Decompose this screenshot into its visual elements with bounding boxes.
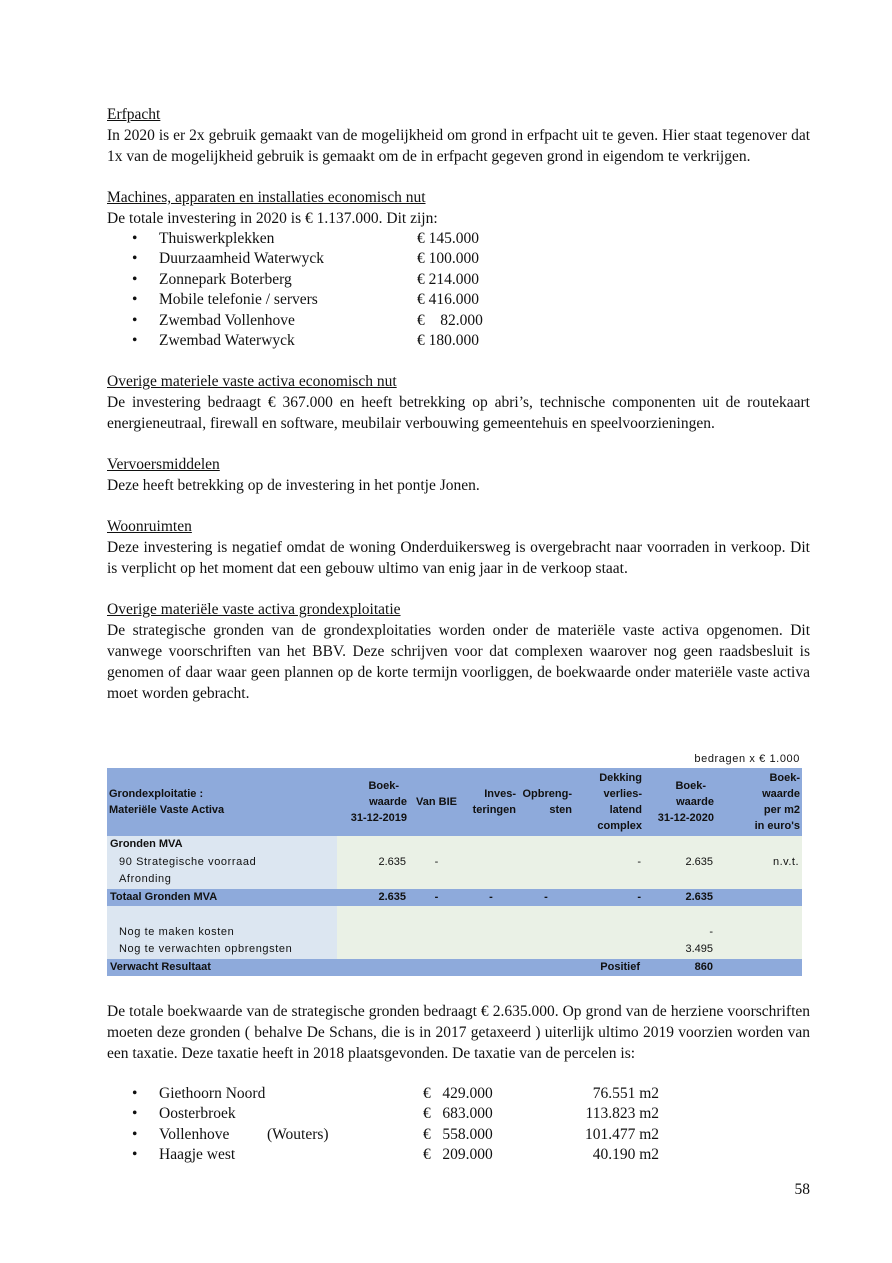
row-label: Nog te verwachten opbrengsten bbox=[107, 941, 337, 959]
row-label: Afronding bbox=[107, 871, 337, 889]
page-number: 58 bbox=[794, 1181, 810, 1198]
item-name: Vollenhove bbox=[159, 1125, 230, 1143]
item-amount: € 429.000 bbox=[423, 1085, 493, 1102]
bullet-icon: • bbox=[132, 1085, 138, 1102]
table-cell: - bbox=[409, 854, 464, 872]
table-cell: 3.495 bbox=[644, 941, 716, 959]
table-row bbox=[107, 889, 802, 907]
item-amount: € 82.000 bbox=[417, 311, 483, 329]
item-amount: € 209.000 bbox=[423, 1146, 493, 1164]
item-amount: € 558.000 bbox=[423, 1125, 493, 1143]
header-boek2020 bbox=[644, 768, 716, 836]
paragraph-overige-economisch: De investering bedraagt € 367.000 en heeft betrekking op abri’s, technische componenten uit de routekaart energieneutraal, firewall en software, meubilair verbouwing gemeentehuis en speelvoorzieningen. bbox=[107, 394, 810, 433]
header-text: 31-12-2019 bbox=[350, 812, 407, 824]
header-text: Opbreng- bbox=[522, 788, 572, 800]
table-cell bbox=[716, 941, 802, 959]
table-row bbox=[107, 959, 802, 977]
table-cell bbox=[464, 854, 518, 872]
header-text: complex bbox=[597, 820, 642, 832]
table-cell bbox=[518, 854, 574, 872]
header-text: 31-12-2020 bbox=[657, 812, 714, 824]
table-cell bbox=[716, 959, 802, 977]
list-item bbox=[107, 1104, 810, 1124]
item-amount: € 416.000 bbox=[417, 291, 479, 309]
item-name: Zwembad Vollenhove bbox=[159, 311, 295, 329]
table-cell: n.v.t. bbox=[716, 854, 802, 872]
list-item bbox=[107, 1084, 810, 1104]
table-cell: - bbox=[574, 854, 644, 872]
header-vanbie bbox=[409, 768, 464, 836]
row-label: Totaal Gronden MVA bbox=[107, 889, 337, 907]
header-text: per m2 bbox=[763, 804, 800, 816]
table-cell bbox=[107, 906, 337, 924]
header-boek2019 bbox=[337, 768, 409, 836]
item-area: 113.823 m2 bbox=[585, 1105, 659, 1123]
table-cell: - bbox=[644, 924, 716, 942]
investment-list bbox=[107, 229, 810, 351]
header-text: Inves- bbox=[484, 788, 516, 800]
list-item bbox=[107, 229, 810, 249]
bullet-icon: • bbox=[132, 1125, 138, 1143]
heading-woon: Woonruimten bbox=[107, 518, 192, 536]
item-name: Oosterbroek bbox=[159, 1105, 236, 1123]
table-cell bbox=[337, 836, 802, 854]
section-grondexpl bbox=[107, 599, 810, 704]
group-label: Gronden MVA bbox=[107, 836, 337, 854]
header-text: Boek- bbox=[769, 772, 800, 784]
list-item bbox=[107, 270, 810, 290]
table-cell: 2.635 bbox=[644, 854, 716, 872]
table-cell: - bbox=[574, 889, 644, 907]
table-cell bbox=[337, 906, 802, 924]
item-name: Giethoorn Noord bbox=[159, 1085, 266, 1102]
table-cell: - bbox=[409, 889, 464, 907]
header-label bbox=[107, 768, 337, 836]
header-invest bbox=[464, 768, 518, 836]
table-cell: - bbox=[518, 889, 574, 907]
mva-table bbox=[107, 768, 802, 976]
header-text: waarde bbox=[369, 796, 407, 808]
table-cell: 2.635 bbox=[644, 889, 716, 907]
table-cell bbox=[716, 924, 802, 942]
table-row bbox=[107, 871, 802, 889]
table-row bbox=[107, 836, 802, 854]
mva-table-block bbox=[107, 751, 802, 976]
header-opbreng bbox=[518, 768, 574, 836]
row-label: Nog te maken kosten bbox=[107, 924, 337, 942]
table-cell: 860 bbox=[644, 959, 716, 977]
header-text: Van BIE bbox=[416, 796, 457, 808]
row-label: Verwacht Resultaat bbox=[107, 959, 337, 977]
header-text: verlies- bbox=[603, 788, 642, 800]
item-area: 101.477 m2 bbox=[584, 1125, 659, 1143]
item-area: 40.190 m2 bbox=[592, 1146, 659, 1164]
header-text: Dekking bbox=[599, 772, 642, 784]
item-area: 76.551 m2 bbox=[592, 1085, 659, 1102]
paragraph-woon: Deze investering is negatief omdat de woning Onderduikersweg is overgebracht naar voorraden in verkoop. Dit is verplicht op het moment dat een gebouw ultimo van enig jaar in de verkoop staat. bbox=[107, 539, 810, 578]
table-row bbox=[107, 906, 802, 924]
table-cell bbox=[716, 889, 802, 907]
bullet-icon: • bbox=[132, 1105, 138, 1123]
bullet-icon: • bbox=[132, 331, 138, 349]
paragraph-vervoer: Deze heeft betrekking op de investering in het pontje Jonen. bbox=[107, 477, 480, 495]
taxatie-section bbox=[107, 1001, 810, 1166]
table-cell bbox=[337, 871, 802, 889]
paragraph-erfpacht: In 2020 is er 2x gebruik gemaakt van de mogelijkheid om grond in erfpacht uit te geven. Hier staat tegenover dat 1x van de mogelijkheid gebruik is gemaakt om de in erfpacht gegeven grond in eigendom te verkrijgen. bbox=[107, 127, 810, 165]
header-text: Boek- bbox=[368, 780, 399, 792]
item-name: Zwembad Waterwyck bbox=[159, 331, 295, 349]
table-cell bbox=[337, 924, 644, 942]
section-overige-economisch bbox=[107, 371, 810, 434]
header-text: in euro's bbox=[754, 820, 800, 832]
header-perm2 bbox=[716, 768, 802, 836]
header-dekking bbox=[574, 768, 644, 836]
table-row bbox=[107, 854, 802, 872]
body-text bbox=[107, 104, 810, 724]
header-text: sten bbox=[549, 804, 572, 816]
list-item bbox=[107, 1125, 810, 1145]
table-row bbox=[107, 924, 802, 942]
list-item bbox=[107, 1145, 810, 1165]
heading-erfpacht: Erfpacht bbox=[107, 106, 161, 123]
header-text: teringen bbox=[472, 804, 516, 816]
section-erfpacht bbox=[107, 104, 810, 167]
list-item bbox=[107, 311, 810, 331]
section-machines bbox=[107, 187, 810, 351]
item-amount: € 214.000 bbox=[417, 270, 479, 288]
item-amount: € 180.000 bbox=[417, 331, 479, 349]
item-name: Haagje west bbox=[159, 1146, 236, 1164]
heading-machines: Machines, apparaten en installaties economisch nut bbox=[107, 189, 426, 206]
header-text: waarde bbox=[676, 796, 714, 808]
header-text: latend bbox=[609, 804, 642, 816]
paragraph-grondexpl: De strategische gronden van de grondexploitaties worden onder de materiële vaste activa opgenomen. Dit vanwege voorschriften van het BBV. Deze schrijven voor dat complexen waarover nog geen raadsbesluit is genomen of daar waar geen plannen op de korte termijn voorliggen, de boekwaarde onder materiële vaste activa moet worden gebracht. bbox=[107, 622, 810, 703]
bullet-icon: • bbox=[132, 270, 138, 288]
unit-note: bedragen x € 1.000 bbox=[694, 753, 800, 765]
item-name: Thuiswerkplekken bbox=[159, 230, 275, 247]
table-row bbox=[107, 941, 802, 959]
heading-overige-economisch: Overige materiele vaste activa economisch nut bbox=[107, 373, 397, 391]
header-text: Grondexploitatie : bbox=[109, 788, 204, 800]
item-name: Zonnepark Boterberg bbox=[159, 270, 292, 288]
item-amount: € 145.000 bbox=[417, 230, 479, 247]
list-item bbox=[107, 331, 810, 351]
heading-vervoer: Vervoersmiddelen bbox=[107, 456, 220, 474]
item-name: Duurzaamheid Waterwyck bbox=[159, 250, 325, 268]
table-header-row bbox=[107, 768, 802, 836]
table-cell: - bbox=[464, 889, 518, 907]
taxatie-list bbox=[107, 1084, 810, 1166]
item-amount: € 100.000 bbox=[417, 250, 479, 268]
bullet-icon: • bbox=[132, 311, 138, 329]
table-cell bbox=[337, 941, 644, 959]
header-text: Materiële Vaste Activa bbox=[109, 804, 225, 816]
heading-grondexpl: Overige materiële vaste activa grondexploitatie bbox=[107, 601, 401, 619]
list-item bbox=[107, 290, 810, 310]
bullet-icon: • bbox=[132, 230, 138, 247]
header-text: waarde bbox=[762, 788, 800, 800]
section-vervoer bbox=[107, 454, 810, 496]
bullet-icon: • bbox=[132, 291, 138, 309]
row-label: 90 Strategische voorraad bbox=[107, 854, 337, 872]
paragraph-machines-intro: De totale investering in 2020 is € 1.137.000. Dit zijn: bbox=[107, 210, 438, 227]
item-name: Mobile telefonie / servers bbox=[159, 291, 318, 309]
table-cell: 2.635 bbox=[337, 854, 409, 872]
item-extra: (Wouters) bbox=[267, 1125, 329, 1143]
bullet-icon: • bbox=[132, 250, 138, 268]
header-text: Boek- bbox=[675, 780, 706, 792]
item-amount: € 683.000 bbox=[423, 1105, 493, 1123]
table-cell: 2.635 bbox=[337, 889, 409, 907]
bullet-icon: • bbox=[132, 1146, 138, 1164]
section-woon bbox=[107, 516, 810, 579]
list-item bbox=[107, 249, 810, 269]
result-status: Positief bbox=[574, 959, 644, 977]
table-cell bbox=[337, 959, 574, 977]
paragraph-taxatie: De totale boekwaarde van de strategische gronden bedraagt € 2.635.000. Op grond van de herziene voorschriften moeten deze gronden ( behalve De Schans, die is in 2017 getaxeerd ) uiterlijk ultimo 2019 voorzien worden van een taxatie. Deze taxatie heeft in 2018 plaatsgevonden. De taxatie van de percelen is: bbox=[107, 1003, 810, 1062]
